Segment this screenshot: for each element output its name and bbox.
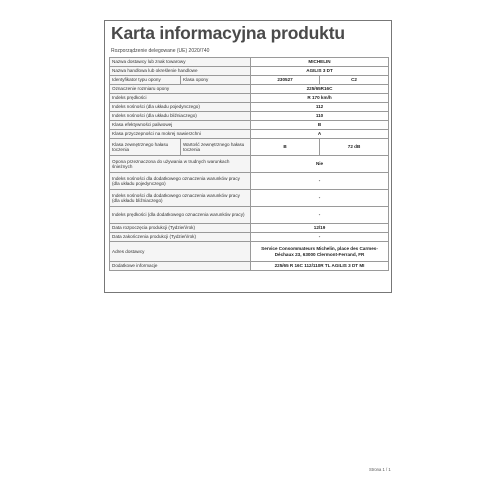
- table-row: [110, 173, 389, 190]
- size-label: Oznaczenie rozmiaru opony: [110, 85, 251, 94]
- supplier-address-label: Adres dostawcy: [110, 242, 251, 262]
- type-id-value: 230527: [251, 76, 320, 85]
- table-row: [110, 224, 389, 233]
- table-row: [110, 190, 389, 207]
- extra-load-single-value: -: [251, 173, 389, 190]
- load-dual-label: Indeks nośności (dla układu bliźniaczego): [110, 112, 251, 121]
- supplier-address-value: Service Consommateurs Michelin, place des Carmes-Déchaux 23, 63000 Clermont-Ferrand, FR: [251, 242, 389, 262]
- load-single-value: 112: [251, 103, 389, 112]
- table-row: [110, 103, 389, 112]
- table-row: [110, 207, 389, 224]
- load-dual-value: 110: [251, 112, 389, 121]
- table-row: [110, 67, 389, 76]
- speed-index-value: R 170 km/h: [251, 94, 389, 103]
- regulation-text: Rozporządzenie delegowane (UE) 2020/740: [111, 48, 210, 54]
- extra-load-dual-label: Indeks nośności dla dodatkowego oznaczenia warunków pracy (dla układu bliźniaczego): [110, 190, 251, 207]
- fuel-class-value: B: [251, 121, 389, 130]
- fuel-class-label: Klasa efektywności paliwowej: [110, 121, 251, 130]
- page-number: Strona 1 / 1: [369, 467, 391, 472]
- table-row: [110, 112, 389, 121]
- noise-value: 72 dB: [320, 139, 389, 156]
- product-info-table: [109, 57, 389, 271]
- trade-name-label: Nazwa handlowa lub określenie handlowe: [110, 67, 251, 76]
- noise-class-value: B: [251, 139, 320, 156]
- table-row: [110, 130, 389, 139]
- noise-value-label: Wartość zewnętrznego hałasu toczenia: [181, 139, 251, 156]
- table-row: [110, 156, 389, 173]
- supplier-value: MICHELIN: [251, 58, 389, 67]
- additional-info-label: Dodatkowe informacje: [110, 262, 251, 271]
- wet-grip-label: Klasa przyczepności na mokrej nawierzchni: [110, 130, 251, 139]
- wet-grip-value: A: [251, 130, 389, 139]
- type-id-label: Identyfikator typu opony: [110, 76, 181, 85]
- table-row: [110, 262, 389, 271]
- supplier-label: Nazwa dostawcy lub znak towarowy: [110, 58, 251, 67]
- table-row: [110, 76, 389, 85]
- product-info-sheet: [104, 20, 392, 293]
- production-start-label: Data rozpoczęcia produkcji (Tydzień/rok): [110, 224, 251, 233]
- table-row: [110, 242, 389, 262]
- table-row: [110, 94, 389, 103]
- extra-load-single-label: Indeks nośności dla dodatkowego oznaczenia warunków pracy (dla układu pojedynczego): [110, 173, 251, 190]
- production-end-value: -: [251, 233, 389, 242]
- table-row: [110, 139, 389, 156]
- speed-index-label: Indeks prędkości: [110, 94, 251, 103]
- table-row: [110, 85, 389, 94]
- extra-load-dual-value: -: [251, 190, 389, 207]
- extra-speed-label: Indeks prędkości (dla dodatkowego oznaczenia warunków pracy): [110, 207, 251, 224]
- table-row: [110, 121, 389, 130]
- noise-class-label: Klasa zewnętrznego hałasu toczenia: [110, 139, 181, 156]
- table-row: [110, 58, 389, 67]
- size-value: 225/65R16C: [251, 85, 389, 94]
- production-start-value: 12/19: [251, 224, 389, 233]
- snow-value: Nie: [251, 156, 389, 173]
- tyre-class-label: Klasa opony: [181, 76, 251, 85]
- tyre-class-value: C2: [320, 76, 389, 85]
- snow-label: Opona przeznaczona do używania w trudnych warunkach śnieżnych: [110, 156, 251, 173]
- additional-info-value: 225/65 R 16C 112/110R TL AGILIS 3 DT MI: [251, 262, 389, 271]
- trade-name-value: AGILIS 3 DT: [251, 67, 389, 76]
- page-title: Karta informacyjna produktu: [111, 23, 345, 43]
- production-end-label: Data zakończenia produkcji (Tydzień/rok): [110, 233, 251, 242]
- extra-speed-value: -: [251, 207, 389, 224]
- table-row: [110, 233, 389, 242]
- load-single-label: Indeks nośności (dla układu pojedynczego): [110, 103, 251, 112]
